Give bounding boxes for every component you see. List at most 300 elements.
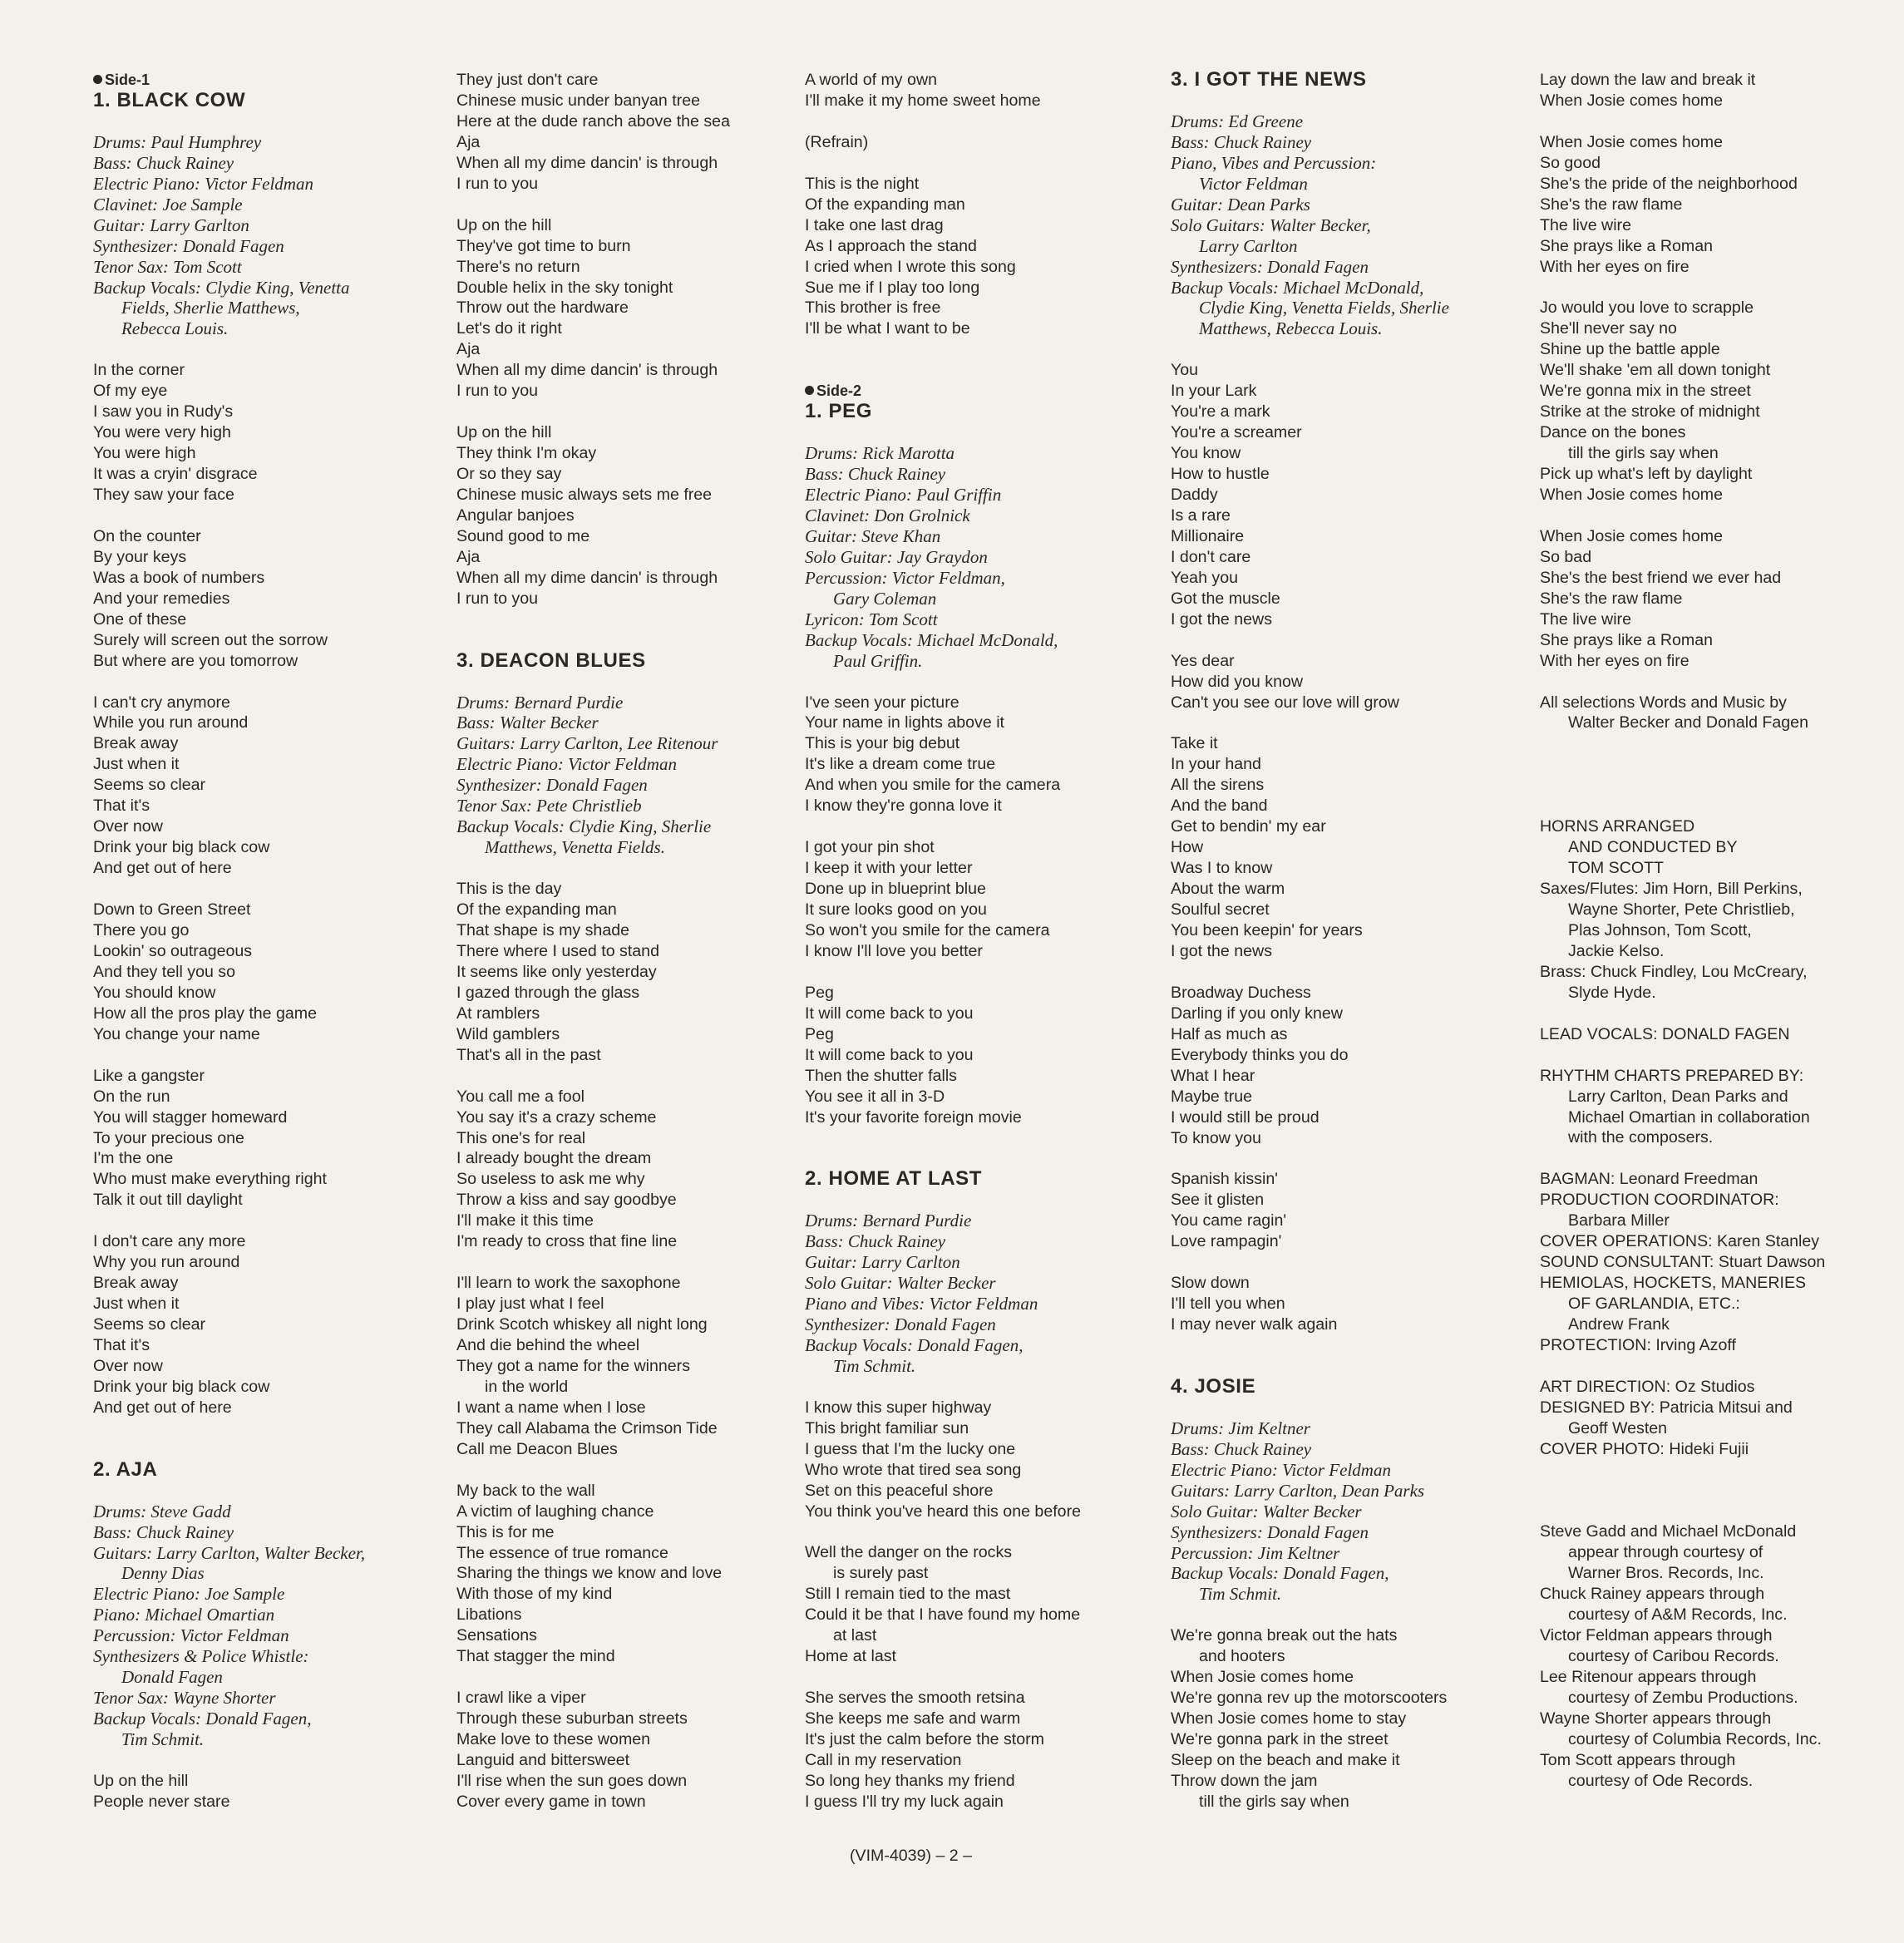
lyric-line: Tom Scott appears through xyxy=(1540,1750,1736,1769)
song-title: 2. HOME AT LAST xyxy=(805,1167,982,1191)
lyric-line: She's the raw flame xyxy=(1540,589,1683,608)
lyric-line: Cover every game in town xyxy=(456,1792,646,1811)
spacer xyxy=(805,1522,1081,1543)
lyric-line: She's the raw flame xyxy=(1540,195,1683,214)
lyric-line: Of the expanding man xyxy=(805,195,965,214)
spacer xyxy=(805,339,1081,360)
spacer xyxy=(1171,91,1449,111)
lyric-line: And when you smile for the camera xyxy=(805,776,1061,795)
lyric-line: Slow down xyxy=(1171,1274,1250,1293)
lyric-line: I'm the one xyxy=(93,1149,174,1168)
credit-line: Backup Vocals: Donald Fagen, xyxy=(805,1334,1024,1355)
spacer xyxy=(805,816,1081,837)
credit-line: Denny Dias xyxy=(121,1563,205,1584)
lyric-line: Lay down the law and break it xyxy=(1540,71,1756,89)
lyric-line: I'll rise when the sun goes down xyxy=(456,1772,688,1790)
lyric-line: On the run xyxy=(93,1087,170,1106)
lyric-line: Love rampagin' xyxy=(1171,1232,1282,1251)
lyric-line: Libations xyxy=(456,1605,522,1625)
lyric-line: Broadway Duchess xyxy=(1171,983,1311,1002)
credit-line: Bass: Chuck Rainey xyxy=(805,464,946,485)
lyric-line: This is the day xyxy=(456,880,562,899)
song-title: 3. I GOT THE NEWS xyxy=(1171,68,1367,91)
lyric-line: I'll make it my home sweet home xyxy=(805,91,1041,110)
spacer xyxy=(1540,796,1825,816)
lyric-line: People never stare xyxy=(93,1792,230,1811)
lyric-line: Well the danger on the rocks xyxy=(805,1543,1013,1562)
credit-line: Matthews, Venetta Fields. xyxy=(485,837,665,858)
spacer xyxy=(93,339,365,360)
lyric-line: Through these suburban streets xyxy=(456,1709,688,1728)
lyric-line: On the counter xyxy=(93,526,201,545)
lyric-line: Victor Feldman appears through xyxy=(1540,1626,1773,1645)
lyric-line: I run to you xyxy=(456,174,539,193)
lyric-line: Set on this peaceful shore xyxy=(805,1481,994,1500)
song-title: 2. AJA xyxy=(93,1457,158,1481)
credit-line: Bass: Chuck Rainey xyxy=(1171,131,1312,152)
credit-line: Larry Carlton xyxy=(1199,235,1298,256)
lyric-line: She's the best friend we ever had xyxy=(1540,568,1782,587)
lyric-line: I can't cry anymore xyxy=(93,693,230,712)
lyric-line: Dance on the bones xyxy=(1540,423,1686,442)
lyric-line: Saxes/Flutes: Jim Horn, Bill Perkins, xyxy=(1540,880,1803,899)
lyric-line: There's no return xyxy=(456,257,580,276)
credit-line: Drums: Bernard Purdie xyxy=(456,692,624,713)
credit-line: Bass: Chuck Rainey xyxy=(805,1231,946,1252)
lyric-line: The essence of true romance xyxy=(456,1543,668,1562)
spacer xyxy=(805,153,1081,174)
lyric-line: PROTECTION: Irving Azoff xyxy=(1540,1335,1736,1354)
spacer xyxy=(456,858,730,879)
lyric-line: Jackie Kelso. xyxy=(1568,941,1665,960)
lyric-line: How to hustle xyxy=(1171,465,1270,484)
lyric-line: You think you've heard this one before xyxy=(805,1502,1081,1521)
lyric-line: Down to Green Street xyxy=(93,900,251,920)
lyric-line: That's all in the past xyxy=(456,1045,601,1064)
lyric-line: There you go xyxy=(93,921,190,939)
lyric-line: With those of my kind xyxy=(456,1585,613,1604)
lyric-line: To your precious one xyxy=(93,1128,244,1147)
lyric-line: ART DIRECTION: Oz Studios xyxy=(1540,1377,1755,1396)
lyric-line: They just don't care xyxy=(456,71,599,89)
lyric-line: I got the news xyxy=(1171,609,1272,629)
lyric-line: Peg xyxy=(805,1024,834,1043)
lyric-line: When Josie comes home xyxy=(1540,526,1723,545)
lyric-line: and hooters xyxy=(1199,1647,1285,1666)
lyric-line: We'll shake 'em all down tonight xyxy=(1540,361,1771,380)
spacer xyxy=(1171,713,1449,734)
lyric-line: I don't care any more xyxy=(93,1232,246,1251)
lyric-line: We're gonna mix in the street xyxy=(1540,382,1751,401)
lyric-line: Just when it xyxy=(93,755,180,774)
lyric-line: It seems like only yesterday xyxy=(456,962,657,981)
credit-line: Tim Schmit. xyxy=(121,1729,205,1750)
lyric-line: She's the pride of the neighborhood xyxy=(1540,174,1798,193)
spacer xyxy=(805,1377,1081,1398)
column-1 xyxy=(93,70,365,1812)
lyric-line: And they tell you so xyxy=(93,962,236,981)
lyric-line: It's just the calm before the storm xyxy=(805,1730,1044,1749)
lyric-line: And get out of here xyxy=(93,1398,232,1417)
lyric-line: Call me Deacon Blues xyxy=(456,1439,618,1458)
lyric-line: She'll never say no xyxy=(1540,319,1677,338)
lyric-line: So won't you smile for the camera xyxy=(805,920,1050,939)
column-4 xyxy=(1171,70,1449,1812)
side-label xyxy=(93,70,365,91)
credit-line: Matthews, Rebecca Louis. xyxy=(1199,318,1383,339)
lyric-line: Throw out the hardware xyxy=(456,298,629,318)
lyric-line: You should know xyxy=(93,983,216,1002)
lyric-line: I cried when I wrote this song xyxy=(805,257,1016,276)
lyric-line: Spanish kissin' xyxy=(1171,1170,1278,1189)
lyric-line: And your remedies xyxy=(93,589,230,608)
spacer xyxy=(1171,1398,1449,1418)
spacer xyxy=(1540,1502,1825,1522)
lyric-line: When Josie comes home xyxy=(1540,132,1723,151)
credit-line: Synthesizers: Donald Fagen xyxy=(1171,1521,1369,1542)
lyric-line: In the corner xyxy=(93,361,185,380)
song-title: 3. DEACON BLUES xyxy=(456,648,646,672)
lyric-line: Your name in lights above it xyxy=(805,713,1004,732)
lyric-line: Who wrote that tired sea song xyxy=(805,1460,1022,1479)
lyric-line: I don't care xyxy=(1171,547,1251,566)
lyric-line: till the girls say when xyxy=(1568,444,1719,463)
lyric-line: You were high xyxy=(93,444,196,463)
lyric-line: AND CONDUCTED BY xyxy=(1568,838,1738,857)
spacer xyxy=(456,1667,730,1688)
lyric-line: When all my dime dancin' is through xyxy=(456,153,718,172)
credit-line: Gary Coleman xyxy=(833,588,937,609)
lyric-line: Double helix in the sky tonight xyxy=(456,278,673,297)
lyric-line: I'll learn to work the saxophone xyxy=(456,1274,681,1293)
spacer xyxy=(93,111,365,132)
spacer xyxy=(1540,1481,1825,1502)
lyric-line: Brass: Chuck Findley, Lou McCreary, xyxy=(1540,962,1808,981)
spacer xyxy=(1540,111,1825,132)
credit-line: Drums: Paul Humphrey xyxy=(93,131,262,152)
lyric-line: I know I'll love you better xyxy=(805,941,983,960)
spacer xyxy=(1171,1356,1449,1377)
credit-line: Synthesizers: Donald Fagen xyxy=(1171,256,1369,277)
lyric-line: Pick up what's left by daylight xyxy=(1540,465,1753,484)
lyric-line: That it's xyxy=(93,796,150,816)
spacer xyxy=(1540,278,1825,298)
lyric-line: Larry Carlton, Dean Parks and xyxy=(1568,1087,1788,1106)
spacer xyxy=(1540,775,1825,796)
credit-line: Paul Griffin. xyxy=(833,650,923,671)
lyric-line: Over now xyxy=(93,1356,163,1375)
lyric-line: Throw a kiss and say goodbye xyxy=(456,1191,677,1210)
lyric-line: Chinese music always sets me free xyxy=(456,486,713,505)
lyric-line: So bad xyxy=(1540,547,1592,566)
lyric-line: Maybe true xyxy=(1171,1087,1253,1106)
lyric-line: Wayne Shorter appears through xyxy=(1540,1709,1772,1728)
spacer xyxy=(456,1252,730,1273)
spacer xyxy=(805,1127,1081,1148)
spacer xyxy=(1540,1045,1825,1066)
lyric-line: Drink your big black cow xyxy=(93,838,270,857)
lyric-line: This one's for real xyxy=(456,1128,586,1147)
lyric-line: Done up in blueprint blue xyxy=(805,880,986,899)
lyric-line: In your Lark xyxy=(1171,382,1257,401)
credit-line: Guitar: Dean Parks xyxy=(1171,194,1310,215)
catalog-footer: (VIM-4039) – 2 – xyxy=(850,1847,973,1865)
spacer xyxy=(805,1667,1081,1688)
lyric-line: That stagger the mind xyxy=(456,1647,615,1666)
spacer xyxy=(1540,505,1825,526)
credit-line: Donald Fagen xyxy=(121,1667,223,1688)
lyric-line: We're gonna break out the hats xyxy=(1171,1626,1398,1645)
spacer xyxy=(1540,672,1825,693)
spacer xyxy=(1171,1252,1449,1273)
lyric-line: till the girls say when xyxy=(1199,1792,1349,1811)
lyric-line: Like a gangster xyxy=(93,1066,205,1085)
lyric-line: Over now xyxy=(93,817,163,836)
lyric-line: courtesy of Ode Records. xyxy=(1568,1771,1754,1790)
credit-line: Electric Piano: Victor Feldman xyxy=(456,754,677,775)
lyric-line: I got your pin shot xyxy=(805,838,935,857)
lyric-line: That it's xyxy=(93,1336,150,1355)
lyric-line: I guess that I'm the lucky one xyxy=(805,1439,1016,1458)
lyric-line: DESIGNED BY: Patricia Mitsui and xyxy=(1540,1398,1793,1417)
lyric-line: I crawl like a viper xyxy=(456,1689,586,1708)
lyric-line: Talk it out till daylight xyxy=(93,1191,243,1210)
lyric-line: OF GARLANDIA, ETC.: xyxy=(1568,1295,1740,1314)
lyric-line: You say it's a crazy scheme xyxy=(456,1107,657,1127)
lyric-line: It's your favorite foreign movie xyxy=(805,1107,1022,1127)
credit-line: Solo Guitar: Walter Becker xyxy=(1171,1501,1362,1521)
credit-line: Bass: Chuck Rainey xyxy=(1171,1438,1312,1459)
lyric-line: Languid and bittersweet xyxy=(456,1751,630,1770)
spacer xyxy=(93,1750,365,1771)
spacer xyxy=(805,1148,1081,1169)
lyric-line: So good xyxy=(1540,153,1601,172)
lyric-line: Got the muscle xyxy=(1171,589,1280,608)
lyric-line: Drink your big black cow xyxy=(93,1377,270,1396)
credit-line: Drums: Steve Gadd xyxy=(93,1501,231,1521)
lyric-line: Seems so clear xyxy=(93,1315,206,1334)
spacer xyxy=(1540,733,1825,754)
spacer xyxy=(93,1045,365,1066)
lyric-line: A victim of laughing chance xyxy=(456,1502,654,1521)
lyric-line: One of these xyxy=(93,609,187,629)
lyric-line: Sensations xyxy=(456,1626,537,1645)
lyric-line: Angular banjoes xyxy=(456,505,575,525)
lyric-line: Plas Johnson, Tom Scott, xyxy=(1568,920,1752,939)
credit-line: Synthesizer: Donald Fagen xyxy=(456,775,648,796)
lyric-line: courtesy of Columbia Records, Inc. xyxy=(1568,1730,1822,1749)
lyric-line: Is a rare xyxy=(1171,505,1231,525)
lyric-line: They've got time to burn xyxy=(456,236,631,255)
lyric-line: I run to you xyxy=(456,589,539,608)
lyric-line: Take it xyxy=(1171,734,1218,753)
lyric-line: I'll make it this time xyxy=(456,1211,594,1230)
credit-line: Tenor Sax: Tom Scott xyxy=(93,256,242,277)
lyric-line: How all the pros play the game xyxy=(93,1004,318,1023)
lyric-line: Darling if you only knew xyxy=(1171,1004,1343,1023)
credit-line: Clavinet: Don Grolnick xyxy=(805,505,970,525)
lyric-line: As I approach the stand xyxy=(805,236,977,255)
lyric-line: You came ragin' xyxy=(1171,1211,1287,1230)
lyric-line: is surely past xyxy=(833,1564,929,1583)
lyric-line: Could it be that I have found my home xyxy=(805,1605,1081,1625)
lyric-line: How did you know xyxy=(1171,672,1304,691)
lyric-line: TOM SCOTT xyxy=(1568,859,1665,878)
spacer xyxy=(93,1439,365,1460)
credit-line: Solo Guitar: Jay Graydon xyxy=(805,546,988,567)
lyric-line: Up on the hill xyxy=(456,215,552,234)
song-title: 1. BLACK COW xyxy=(93,88,246,111)
lyric-line: Of my eye xyxy=(93,382,168,401)
credit-line: Guitars: Larry Carlton, Walter Becker, xyxy=(93,1542,366,1563)
lyric-line: This is for me xyxy=(456,1522,555,1541)
song-title: 4. JOSIE xyxy=(1171,1374,1256,1398)
spacer xyxy=(1540,1148,1825,1169)
lyric-line: Still I remain tied to the mast xyxy=(805,1585,1011,1604)
lyric-line: I gazed through the glass xyxy=(456,983,640,1002)
credit-line: Guitar: Larry Garlton xyxy=(93,215,249,235)
lyric-line: They saw your face xyxy=(93,486,234,505)
lyric-line: (Refrain) xyxy=(805,132,869,151)
lyric-line: courtesy of Caribou Records. xyxy=(1568,1647,1779,1666)
credit-line: Percussion: Jim Keltner xyxy=(1171,1542,1340,1563)
lyric-line: Throw down the jam xyxy=(1171,1771,1318,1790)
lyric-line: Aja xyxy=(456,547,481,566)
credit-line: Drums: Rick Marotta xyxy=(805,443,955,464)
lyric-line: I may never walk again xyxy=(1171,1315,1338,1334)
credit-line: Synthesizer: Donald Fagen xyxy=(93,235,284,256)
lyric-line: BAGMAN: Leonard Freedman xyxy=(1540,1170,1758,1189)
spacer xyxy=(805,1190,1081,1211)
spacer xyxy=(1171,962,1449,983)
lyric-line: at last xyxy=(833,1626,877,1645)
lyric-line: Home at last xyxy=(805,1647,896,1666)
column-3 xyxy=(805,70,1081,1812)
lyric-line: It sure looks good on you xyxy=(805,900,987,920)
credit-line: Clavinet: Joe Sample xyxy=(93,194,243,215)
credit-line: Backup Vocals: Clydie King, Sherlie xyxy=(456,816,712,837)
credit-line: Percussion: Victor Feldman xyxy=(93,1625,289,1646)
spacer xyxy=(805,672,1081,693)
spacer xyxy=(1171,630,1449,651)
lyric-line: Make love to these women xyxy=(456,1730,651,1749)
spacer xyxy=(456,630,730,651)
lyric-line: Jo would you love to scrapple xyxy=(1540,298,1754,318)
spacer xyxy=(93,1481,365,1502)
lyric-line: Sharing the things we know and love xyxy=(456,1564,723,1583)
spacer xyxy=(456,672,730,693)
lyric-line: Sleep on the beach and make it xyxy=(1171,1751,1400,1770)
lyric-line: I know this super highway xyxy=(805,1398,992,1417)
credit-line: Guitar: Larry Carlton xyxy=(805,1252,960,1273)
lyric-line: While you run around xyxy=(93,713,249,732)
lyric-line: When Josie comes home xyxy=(1171,1668,1354,1687)
credit-line: Clydie King, Venetta Fields, Sherlie xyxy=(1199,298,1449,318)
credit-line: Piano and Vibes: Victor Feldman xyxy=(805,1294,1038,1314)
lyric-line: The live wire xyxy=(1540,215,1631,234)
lyric-line: I take one last drag xyxy=(805,215,944,234)
lyric-line: Barbara Miller xyxy=(1568,1211,1670,1230)
spacer xyxy=(805,360,1081,381)
spacer xyxy=(456,402,730,422)
lyric-line: About the warm xyxy=(1171,880,1285,899)
lyric-line: Chuck Rainey appears through xyxy=(1540,1585,1765,1604)
credit-line: Synthesizer: Donald Fagen xyxy=(805,1314,996,1335)
lyric-line: This brother is free xyxy=(805,298,941,318)
lyric-line: At ramblers xyxy=(456,1004,540,1023)
lyric-line: You see it all in 3-D xyxy=(805,1087,945,1106)
credit-line: Drums: Bernard Purdie xyxy=(805,1211,972,1231)
lyric-line: I'll be what I want to be xyxy=(805,319,970,338)
lyric-line: Seems so clear xyxy=(93,776,206,795)
lyric-line: You know xyxy=(1171,444,1241,463)
lyric-line: Sue me if I play too long xyxy=(805,278,980,297)
lyric-line: Up on the hill xyxy=(456,423,552,442)
credit-line: Bass: Walter Becker xyxy=(456,713,599,733)
credit-line: Tenor Sax: Wayne Shorter xyxy=(93,1688,276,1709)
credit-line: Electric Piano: Victor Feldman xyxy=(93,173,313,194)
lyric-line: It's like a dream come true xyxy=(805,755,996,774)
lyric-line: When Josie comes home xyxy=(1540,486,1723,505)
credit-line: Backup Vocals: Donald Fagen, xyxy=(1171,1563,1389,1584)
lyric-line: Soulful secret xyxy=(1171,900,1270,920)
lyric-line: Let's do it right xyxy=(456,319,562,338)
lyric-line: She serves the smooth retsina xyxy=(805,1689,1025,1708)
lyric-line: Who must make everything right xyxy=(93,1170,327,1189)
credit-line: Guitars: Larry Carlton, Dean Parks xyxy=(1171,1480,1425,1501)
spacer xyxy=(1171,1605,1449,1625)
lyric-line: Wild gamblers xyxy=(456,1024,560,1043)
lyric-line: She keeps me safe and warm xyxy=(805,1709,1021,1728)
spacer xyxy=(456,609,730,630)
lyric-line: They call Alabama the Crimson Tide xyxy=(456,1418,718,1438)
credit-line: Percussion: Victor Feldman, xyxy=(805,567,1005,588)
credit-line: Rebecca Louis. xyxy=(121,318,229,339)
lyric-line: Everybody thinks you do xyxy=(1171,1045,1349,1064)
spacer xyxy=(1171,1148,1449,1169)
lyric-line: It will come back to you xyxy=(805,1045,974,1064)
lyric-line: To know you xyxy=(1171,1128,1261,1147)
lyric-line: courtesy of Zembu Productions. xyxy=(1568,1689,1798,1708)
credit-line: Bass: Chuck Rainey xyxy=(93,152,234,173)
lyric-line: Was a book of numbers xyxy=(93,568,265,587)
lyric-line: And get out of here xyxy=(93,859,232,878)
lyric-line: Warner Bros. Records, Inc. xyxy=(1568,1564,1764,1583)
lyric-line: And die behind the wheel xyxy=(456,1336,640,1355)
credit-line: Backup Vocals: Donald Fagen, xyxy=(93,1709,312,1729)
lyric-line: Strike at the stroke of midnight xyxy=(1540,402,1760,422)
lyric-line: When all my dime dancin' is through xyxy=(456,361,718,380)
spacer xyxy=(456,1066,730,1087)
lyric-line: When Josie comes home xyxy=(1540,91,1723,110)
lyric-line: You're a screamer xyxy=(1171,423,1302,442)
lyric-line: You will stagger homeward xyxy=(93,1107,288,1127)
lyric-line: Lee Ritenour appears through xyxy=(1540,1668,1757,1687)
lyric-line: I play just what I feel xyxy=(456,1295,604,1314)
lyric-line: With her eyes on fire xyxy=(1540,257,1689,276)
lyric-line: Slyde Hyde. xyxy=(1568,983,1656,1002)
spacer xyxy=(93,879,365,900)
credit-line: Solo Guitars: Walter Becker, xyxy=(1171,215,1371,235)
lyric-line: You xyxy=(1171,361,1199,380)
lyric-line: Lookin' so outrageous xyxy=(93,941,253,960)
lyric-line: You call me a fool xyxy=(456,1087,585,1106)
lyric-line: Or so they say xyxy=(456,465,562,484)
lyric-line: I guess I'll try my luck again xyxy=(805,1792,1004,1811)
lyric-line: Up on the hill xyxy=(93,1771,189,1790)
side-label-text: Side-2 xyxy=(816,382,862,400)
lyric-line: HEMIOLAS, HOCKETS, MANERIES xyxy=(1540,1274,1807,1293)
